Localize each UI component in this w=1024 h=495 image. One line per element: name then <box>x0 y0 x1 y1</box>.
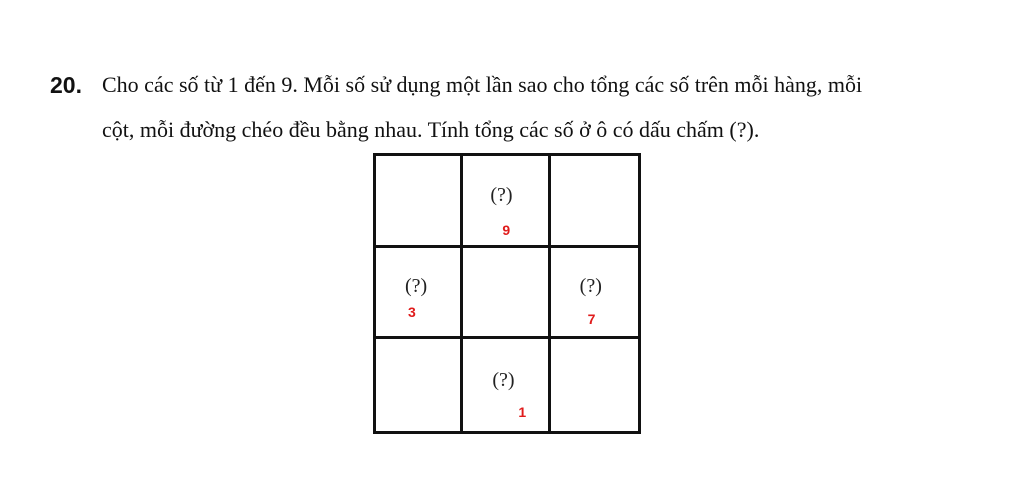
grid-cell-r2-c2 <box>463 248 550 340</box>
answer-middle-right: 7 <box>587 310 596 327</box>
grid-cell-r3-c1 <box>376 339 463 431</box>
grid-cell-r1-c1 <box>376 156 463 248</box>
magic-square-grid <box>373 153 641 434</box>
problem-text-line-1: Cho các số từ 1 đến 9. Mỗi số sử dụng một lần sao cho tổng các số trên mỗi hàng, mỗi <box>102 72 863 97</box>
question-mark-label: (?) <box>490 184 513 206</box>
question-mark-label: (?) <box>405 274 428 297</box>
problem-text-line-2: cột, mỗi đường chéo đều bằng nhau. Tính tổng các số ở ô có dấu chấm (?). <box>102 117 760 142</box>
grid-cell-r2-c1 <box>376 248 463 340</box>
grid-cell-r1-c3 <box>551 156 638 248</box>
question-mark-label: (?) <box>492 369 515 392</box>
grid-cell-r3-c2 <box>463 339 550 431</box>
problem-number: 20. <box>50 72 82 98</box>
answer-bottom-middle: 1 <box>518 404 527 421</box>
answer-middle-left: 3 <box>408 303 416 320</box>
question-mark-label: (?) <box>579 274 602 297</box>
grid-cell-r2-c3 <box>551 248 638 340</box>
grid-cell-r1-c2 <box>463 156 550 248</box>
answer-top-middle: 9 <box>502 222 511 238</box>
grid-cell-r3-c3 <box>551 339 638 431</box>
